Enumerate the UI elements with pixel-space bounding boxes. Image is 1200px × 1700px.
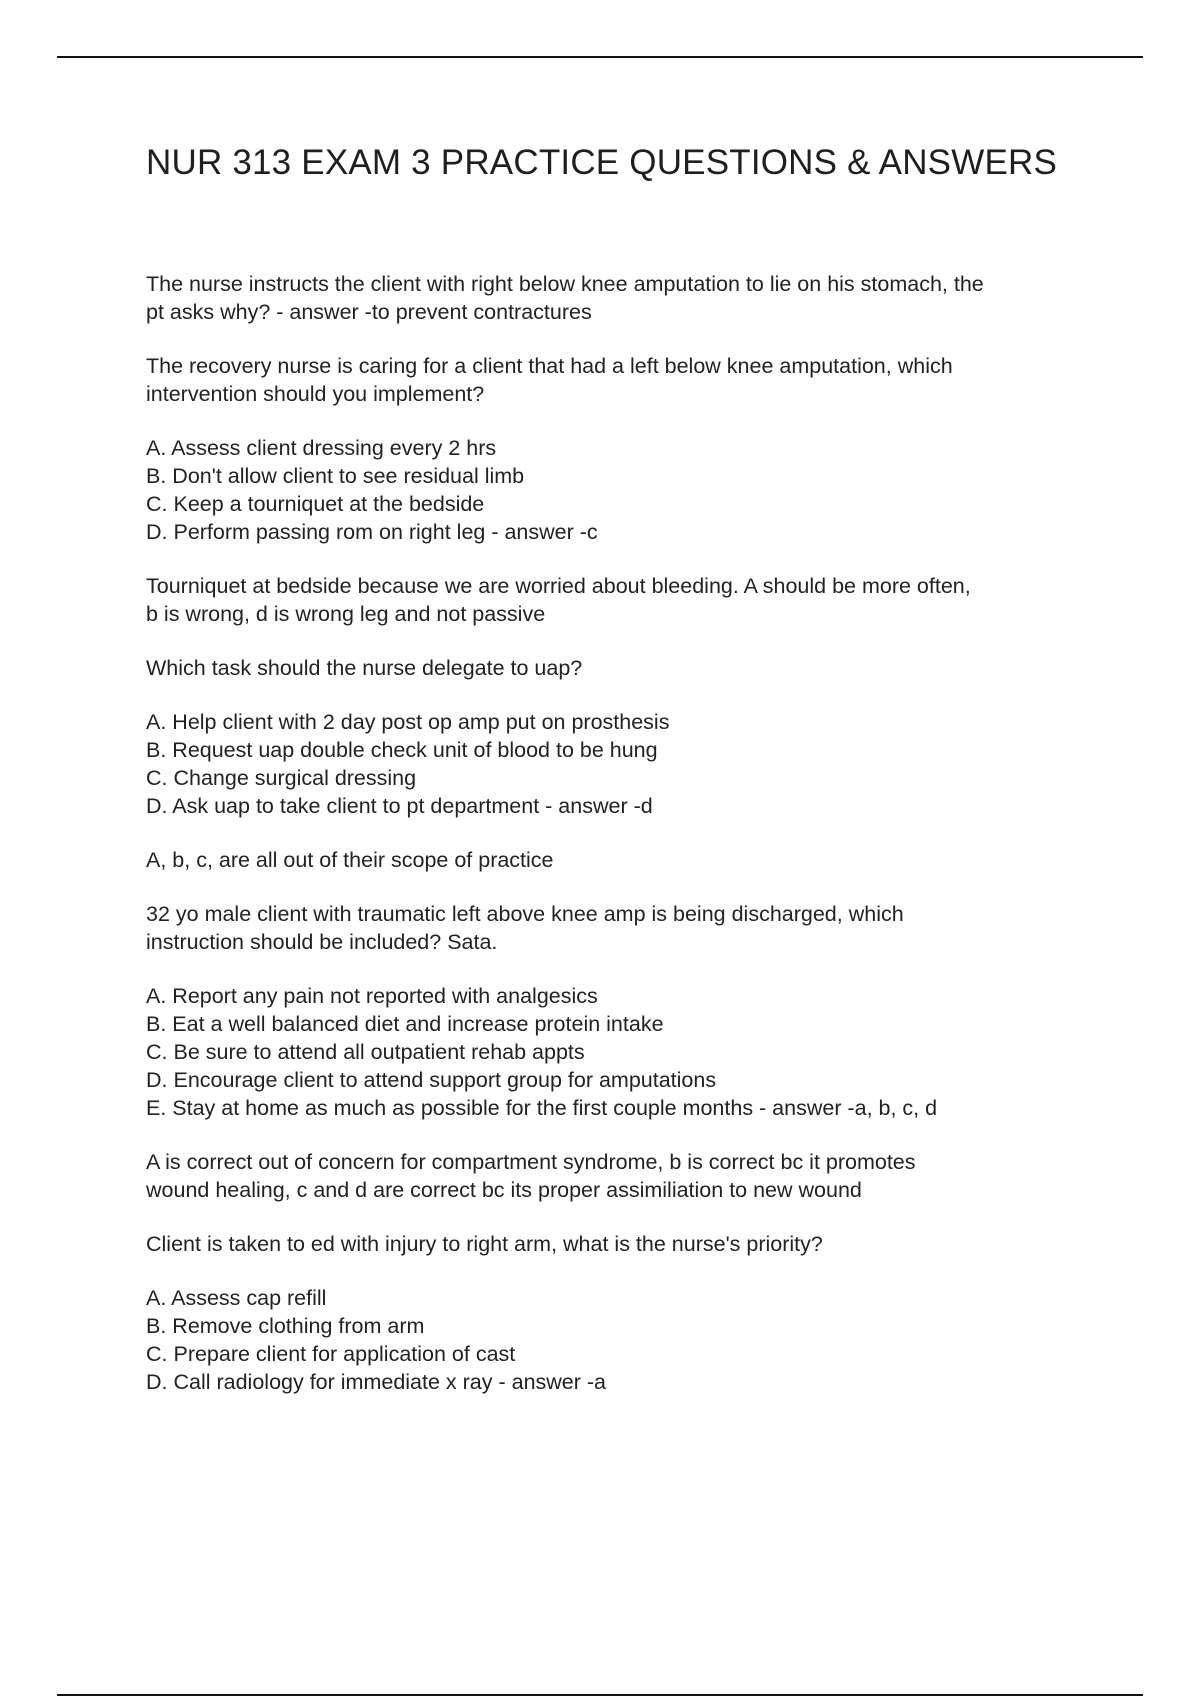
text-line: C. Be sure to attend all outpatient rehab appts <box>146 1040 585 1064</box>
qa-block <box>146 846 1096 874</box>
text-line: instruction should be included? Sata. <box>146 930 498 954</box>
qa-content <box>146 270 1096 1422</box>
qa-block <box>146 1148 1096 1204</box>
text-line: D. Perform passing rom on right leg - answer -c <box>146 520 598 544</box>
top-divider <box>57 56 1143 58</box>
text-line: A. Report any pain not reported with analgesics <box>146 984 598 1008</box>
text-line: wound healing, c and d are correct bc its proper assimiliation to new wound <box>146 1178 862 1202</box>
text-line: C. Keep a tourniquet at the bedside <box>146 492 485 516</box>
qa-block <box>146 708 1096 820</box>
text-line: B. Remove clothing from arm <box>146 1314 425 1338</box>
qa-block <box>146 1284 1096 1396</box>
text-line: D. Call radiology for immediate x ray - answer -a <box>146 1370 607 1394</box>
qa-block <box>146 1230 1096 1258</box>
bottom-divider <box>57 1694 1143 1696</box>
text-line: D. Encourage client to attend support group for amputations <box>146 1068 717 1092</box>
text-line: C. Change surgical dressing <box>146 766 417 790</box>
text-line: b is wrong, d is wrong leg and not passive <box>146 602 546 626</box>
text-line: A is correct out of concern for compartment syndrome, b is correct bc it promotes <box>146 1150 916 1174</box>
text-line: pt asks why? - answer -to prevent contractures <box>146 300 592 324</box>
page-title: NUR 313 EXAM 3 PRACTICE QUESTIONS & ANSWERS <box>146 143 1058 182</box>
text-line: A. Help client with 2 day post op amp put on prosthesis <box>146 710 670 734</box>
text-line: Client is taken to ed with injury to right arm, what is the nurse's priority? <box>146 1232 823 1256</box>
text-line: 32 yo male client with traumatic left above knee amp is being discharged, which <box>146 902 904 926</box>
text-line: Tourniquet at bedside because we are worried about bleeding. A should be more often, <box>146 574 971 598</box>
qa-block <box>146 352 1096 408</box>
text-line: D. Ask uap to take client to pt department - answer -d <box>146 794 653 818</box>
text-line: B. Eat a well balanced diet and increase protein intake <box>146 1012 664 1036</box>
qa-block <box>146 654 1096 682</box>
text-line: A, b, c, are all out of their scope of practice <box>146 848 554 872</box>
text-line: E. Stay at home as much as possible for the first couple months - answer -a, b, c, d <box>146 1096 938 1120</box>
text-line: The recovery nurse is caring for a client that had a left below knee amputation, which <box>146 354 953 378</box>
qa-block <box>146 434 1096 546</box>
text-line: The nurse instructs the client with right below knee amputation to lie on his stomach, the <box>146 272 984 296</box>
text-line: B. Request uap double check unit of blood to be hung <box>146 738 658 762</box>
text-line: A. Assess cap refill <box>146 1286 327 1310</box>
qa-block <box>146 572 1096 628</box>
text-line: A. Assess client dressing every 2 hrs <box>146 436 497 460</box>
text-line: intervention should you implement? <box>146 382 485 406</box>
qa-block <box>146 900 1096 956</box>
text-line: C. Prepare client for application of cast <box>146 1342 516 1366</box>
qa-block <box>146 982 1096 1122</box>
qa-block <box>146 270 1096 326</box>
text-line: Which task should the nurse delegate to uap? <box>146 656 583 680</box>
text-line: B. Don't allow client to see residual limb <box>146 464 525 488</box>
